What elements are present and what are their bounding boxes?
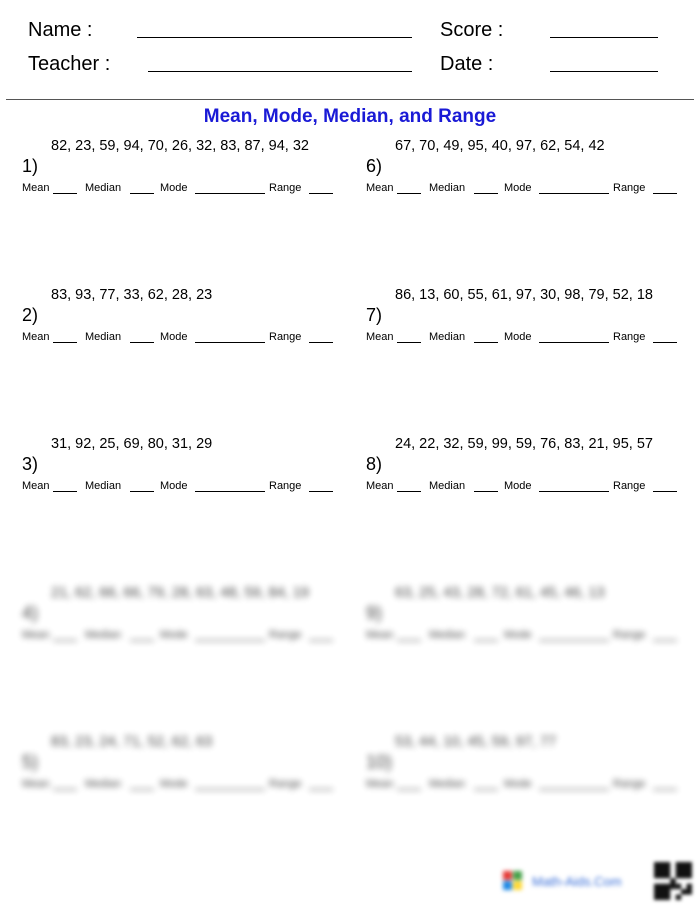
qr-code-icon bbox=[654, 862, 692, 900]
problem-numbers: 67, 70, 49, 95, 40, 97, 62, 54, 42 bbox=[395, 138, 605, 154]
answer-row bbox=[366, 629, 696, 643]
mean-label: Mean bbox=[366, 480, 394, 492]
median-label: Median bbox=[85, 480, 122, 492]
range-answer-blank[interactable] bbox=[309, 491, 333, 492]
median-label: Median bbox=[429, 331, 466, 343]
range-label: Range bbox=[269, 480, 302, 492]
mode-answer-blank[interactable] bbox=[539, 193, 609, 194]
mode-label: Mode bbox=[160, 778, 188, 790]
median-answer-blank[interactable] bbox=[474, 789, 498, 790]
range-answer-blank[interactable] bbox=[309, 193, 333, 194]
problem-numbers: 83, 93, 77, 33, 62, 28, 23 bbox=[51, 287, 213, 303]
range-answer-blank[interactable] bbox=[653, 342, 677, 343]
score-line bbox=[550, 37, 658, 38]
teacher-label: Teacher : bbox=[28, 53, 111, 75]
mean-label: Mean bbox=[22, 778, 50, 790]
mean-answer-blank[interactable] bbox=[53, 491, 77, 492]
range-answer-blank[interactable] bbox=[309, 342, 333, 343]
mean-label: Mean bbox=[22, 331, 50, 343]
range-answer-blank[interactable] bbox=[309, 789, 333, 790]
problem-number: 1) bbox=[22, 156, 39, 176]
math-aids-logo-icon bbox=[503, 871, 523, 891]
worksheet-title: Mean, Mode, Median, and Range bbox=[203, 106, 497, 127]
answer-row bbox=[22, 778, 352, 792]
problem-numbers: 83, 23, 24, 71, 52, 62, 63 bbox=[51, 734, 213, 750]
mode-answer-blank[interactable] bbox=[539, 640, 609, 641]
mode-answer-blank[interactable] bbox=[195, 193, 265, 194]
range-label: Range bbox=[269, 629, 302, 641]
mean-label: Mean bbox=[366, 182, 394, 194]
mean-label: Mean bbox=[22, 182, 50, 194]
mean-answer-blank[interactable] bbox=[397, 193, 421, 194]
mean-answer-blank[interactable] bbox=[53, 342, 77, 343]
name-label: Name : bbox=[28, 19, 93, 41]
problem-number: 6) bbox=[366, 156, 383, 176]
name-line bbox=[137, 37, 412, 38]
problem-2 bbox=[22, 287, 352, 357]
problem-5 bbox=[22, 734, 352, 804]
answer-row bbox=[366, 182, 696, 196]
mean-answer-blank[interactable] bbox=[53, 640, 77, 641]
median-answer-blank[interactable] bbox=[474, 342, 498, 343]
mean-label: Mean bbox=[22, 629, 50, 641]
median-label: Median bbox=[85, 331, 122, 343]
mode-answer-blank[interactable] bbox=[195, 491, 265, 492]
answer-row bbox=[22, 629, 352, 643]
range-answer-blank[interactable] bbox=[653, 491, 677, 492]
answer-row bbox=[22, 182, 352, 196]
footer-site-link[interactable]: Math-Aids.Com bbox=[532, 874, 622, 889]
problem-4 bbox=[22, 585, 352, 655]
problem-number: 5) bbox=[22, 752, 39, 772]
mean-label: Mean bbox=[366, 331, 394, 343]
problem-numbers: 86, 13, 60, 55, 61, 97, 30, 98, 79, 52, 18 bbox=[395, 287, 653, 303]
problem-number: 8) bbox=[366, 454, 383, 474]
score-label: Score : bbox=[440, 19, 504, 41]
answer-row bbox=[366, 480, 696, 494]
median-label: Median bbox=[85, 629, 122, 641]
mode-answer-blank[interactable] bbox=[195, 640, 265, 641]
median-answer-blank[interactable] bbox=[130, 342, 154, 343]
range-label: Range bbox=[613, 331, 646, 343]
median-label: Median bbox=[85, 182, 122, 194]
problem-number: 2) bbox=[22, 305, 39, 325]
answer-row bbox=[22, 331, 352, 345]
range-answer-blank[interactable] bbox=[653, 789, 677, 790]
mode-answer-blank[interactable] bbox=[195, 342, 265, 343]
median-answer-blank[interactable] bbox=[130, 640, 154, 641]
range-answer-blank[interactable] bbox=[653, 640, 677, 641]
median-label: Median bbox=[429, 182, 466, 194]
problem-number: 7) bbox=[366, 305, 383, 325]
median-answer-blank[interactable] bbox=[130, 491, 154, 492]
problem-numbers: 31, 92, 25, 69, 80, 31, 29 bbox=[51, 436, 213, 452]
problem-numbers: 21, 62, 66, 66, 79, 28, 63, 48, 59, 84, 19 bbox=[51, 585, 309, 601]
mode-label: Mode bbox=[504, 629, 532, 641]
problem-number: 10) bbox=[366, 752, 393, 772]
problem-numbers: 82, 23, 59, 94, 70, 26, 32, 83, 87, 94, 32 bbox=[51, 138, 309, 154]
mode-label: Mode bbox=[160, 331, 188, 343]
median-label: Median bbox=[85, 778, 122, 790]
problem-8 bbox=[366, 436, 696, 506]
problem-number: 9) bbox=[366, 603, 383, 623]
header-divider bbox=[6, 99, 694, 100]
range-answer-blank[interactable] bbox=[309, 640, 333, 641]
median-label: Median bbox=[429, 480, 466, 492]
range-label: Range bbox=[269, 331, 302, 343]
answer-row bbox=[22, 480, 352, 494]
range-label: Range bbox=[269, 182, 302, 194]
mean-answer-blank[interactable] bbox=[397, 491, 421, 492]
mode-answer-blank[interactable] bbox=[539, 342, 609, 343]
mean-label: Mean bbox=[366, 778, 394, 790]
median-answer-blank[interactable] bbox=[130, 789, 154, 790]
answer-row bbox=[366, 778, 696, 792]
range-answer-blank[interactable] bbox=[653, 193, 677, 194]
mode-label: Mode bbox=[160, 480, 188, 492]
median-answer-blank[interactable] bbox=[130, 193, 154, 194]
mode-label: Mode bbox=[504, 331, 532, 343]
problem-numbers: 24, 22, 32, 59, 99, 59, 76, 83, 21, 95, 57 bbox=[395, 436, 653, 452]
mean-label: Mean bbox=[22, 480, 50, 492]
date-line bbox=[550, 71, 658, 72]
mode-answer-blank[interactable] bbox=[539, 789, 609, 790]
median-label: Median bbox=[429, 778, 466, 790]
problem-3 bbox=[22, 436, 352, 506]
mean-answer-blank[interactable] bbox=[397, 342, 421, 343]
problem-7 bbox=[366, 287, 696, 357]
mode-label: Mode bbox=[160, 629, 188, 641]
problem-numbers: 63, 25, 43, 28, 72, 61, 45, 46, 13 bbox=[395, 585, 605, 601]
mean-answer-blank[interactable] bbox=[397, 789, 421, 790]
answer-row bbox=[366, 331, 696, 345]
median-label: Median bbox=[429, 629, 466, 641]
problem-10 bbox=[366, 734, 696, 804]
range-label: Range bbox=[613, 182, 646, 194]
mode-answer-blank[interactable] bbox=[195, 789, 265, 790]
problem-1 bbox=[22, 138, 352, 208]
median-answer-blank[interactable] bbox=[474, 640, 498, 641]
median-answer-blank[interactable] bbox=[474, 491, 498, 492]
problem-numbers: 53, 44, 10, 45, 59, 97, 77 bbox=[395, 734, 557, 750]
range-label: Range bbox=[269, 778, 302, 790]
range-label: Range bbox=[613, 480, 646, 492]
problem-number: 4) bbox=[22, 603, 39, 623]
problem-number: 3) bbox=[22, 454, 39, 474]
range-label: Range bbox=[613, 629, 646, 641]
mean-label: Mean bbox=[366, 629, 394, 641]
date-label: Date : bbox=[440, 53, 494, 75]
mean-answer-blank[interactable] bbox=[53, 789, 77, 790]
mode-label: Mode bbox=[504, 480, 532, 492]
median-answer-blank[interactable] bbox=[474, 193, 498, 194]
mode-label: Mode bbox=[504, 778, 532, 790]
range-label: Range bbox=[613, 778, 646, 790]
mode-label: Mode bbox=[504, 182, 532, 194]
mean-answer-blank[interactable] bbox=[397, 640, 421, 641]
mode-label: Mode bbox=[160, 182, 188, 194]
teacher-line bbox=[148, 71, 412, 72]
problem-9 bbox=[366, 585, 696, 655]
mean-answer-blank[interactable] bbox=[53, 193, 77, 194]
mode-answer-blank[interactable] bbox=[539, 491, 609, 492]
problem-6 bbox=[366, 138, 696, 208]
